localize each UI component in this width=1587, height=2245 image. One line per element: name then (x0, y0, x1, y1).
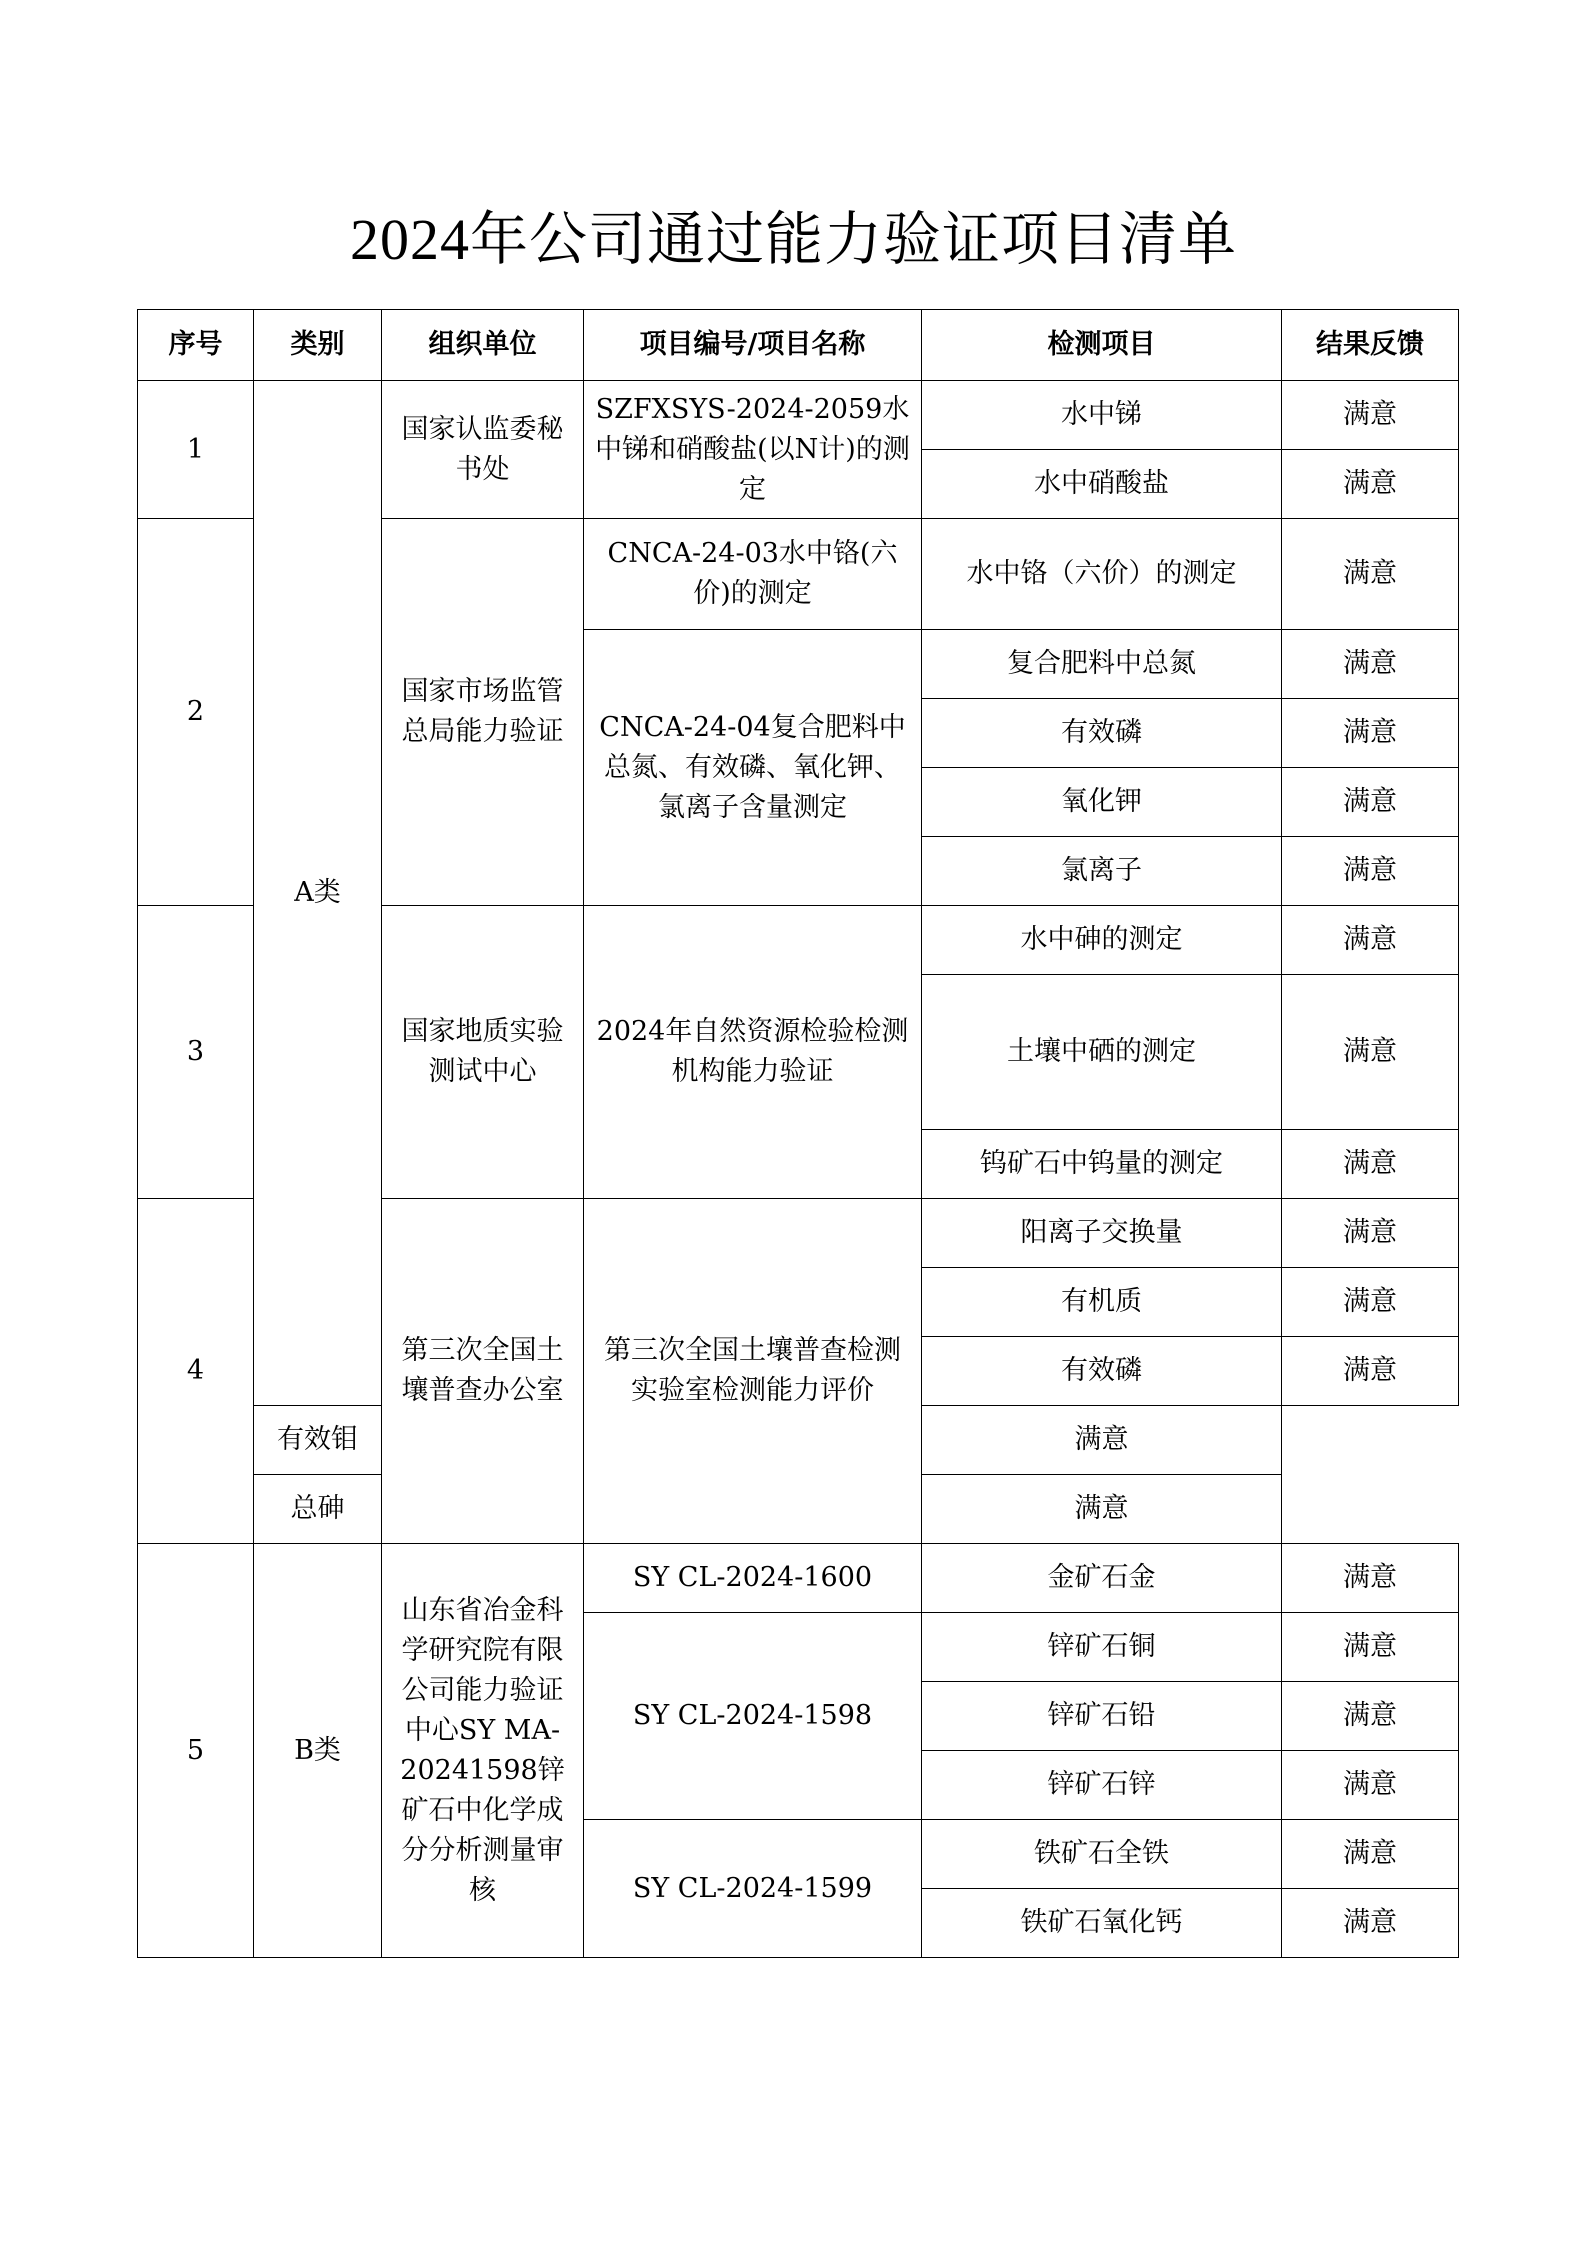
result-cell: 满意 (1282, 519, 1459, 630)
seq-cell: 3 (138, 906, 254, 1199)
table-row (138, 381, 1459, 450)
seq-cell: 5 (138, 1544, 254, 1958)
result-cell: 满意 (1282, 1544, 1459, 1613)
test-item-cell: 钨矿石中钨量的测定 (922, 1130, 1282, 1199)
test-item-cell: 水中锑 (922, 381, 1282, 450)
seq-cell: 1 (138, 381, 254, 519)
header-category: 类别 (254, 310, 382, 381)
header-seq: 序号 (138, 310, 254, 381)
project-cell: SY CL-2024-1600 (584, 1544, 922, 1613)
test-item-cell: 锌矿石铅 (922, 1682, 1282, 1751)
test-item-cell: 水中砷的测定 (922, 906, 1282, 975)
test-item-cell: 铁矿石氧化钙 (922, 1889, 1282, 1958)
test-item-cell: 有效磷 (922, 1337, 1282, 1406)
org-cell: 山东省冶金科学研究院有限公司能力验证中心SY MA-20241598锌矿石中化学成分分析测量审核 (382, 1544, 584, 1958)
project-cell: 第三次全国土壤普查检测实验室检测能力评价 (584, 1199, 922, 1544)
result-cell: 满意 (1282, 1889, 1459, 1958)
test-item-cell: 氧化钾 (922, 768, 1282, 837)
project-cell: 2024年自然资源检验检测机构能力验证 (584, 906, 922, 1199)
project-table (137, 309, 1459, 1958)
test-item-cell: 锌矿石铜 (922, 1613, 1282, 1682)
result-cell: 满意 (922, 1475, 1282, 1544)
header-org: 组织单位 (382, 310, 584, 381)
test-item-cell: 总砷 (254, 1475, 382, 1544)
test-item-cell: 复合肥料中总氮 (922, 630, 1282, 699)
test-item-cell: 水中铬（六价）的测定 (922, 519, 1282, 630)
result-cell: 满意 (1282, 1268, 1459, 1337)
seq-cell: 4 (138, 1199, 254, 1544)
result-cell: 满意 (1282, 906, 1459, 975)
project-cell: CNCA-24-04复合肥料中总氮、有效磷、氧化钾、氯离子含量测定 (584, 630, 922, 906)
category-cell: A类 (254, 381, 382, 1406)
result-cell: 满意 (922, 1406, 1282, 1475)
test-item-cell: 水中硝酸盐 (922, 450, 1282, 519)
project-cell: CNCA-24-03水中铬(六价)的测定 (584, 519, 922, 630)
table-row (138, 1544, 1459, 1613)
test-item-cell: 有效磷 (922, 699, 1282, 768)
result-cell: 满意 (1282, 699, 1459, 768)
header-result: 结果反馈 (1282, 310, 1459, 381)
project-cell: SZFXSYS-2024-2059水中锑和硝酸盐(以N计)的测定 (584, 381, 922, 519)
test-item-cell: 有效钼 (254, 1406, 382, 1475)
result-cell: 满意 (1282, 1751, 1459, 1820)
test-item-cell: 土壤中硒的测定 (922, 975, 1282, 1130)
result-cell: 满意 (1282, 1613, 1459, 1682)
project-cell: SY CL-2024-1599 (584, 1820, 922, 1958)
test-item-cell: 锌矿石锌 (922, 1751, 1282, 1820)
header-project: 项目编号/项目名称 (584, 310, 922, 381)
result-cell: 满意 (1282, 381, 1459, 450)
result-cell: 满意 (1282, 1199, 1459, 1268)
test-item-cell: 氯离子 (922, 837, 1282, 906)
org-cell: 第三次全国土壤普查办公室 (382, 1199, 584, 1544)
result-cell: 满意 (1282, 975, 1459, 1130)
result-cell: 满意 (1282, 630, 1459, 699)
test-item-cell: 金矿石金 (922, 1544, 1282, 1613)
result-cell: 满意 (1282, 837, 1459, 906)
test-item-cell: 铁矿石全铁 (922, 1820, 1282, 1889)
org-cell: 国家市场监管总局能力验证 (382, 519, 584, 906)
result-cell: 满意 (1282, 1682, 1459, 1751)
category-cell: B类 (254, 1544, 382, 1958)
header-row (138, 310, 1459, 381)
result-cell: 满意 (1282, 1337, 1459, 1406)
header-test-item: 检测项目 (922, 310, 1282, 381)
seq-cell: 2 (138, 519, 254, 906)
org-cell: 国家地质实验测试中心 (382, 906, 584, 1199)
result-cell: 满意 (1282, 450, 1459, 519)
org-cell: 国家认监委秘书处 (382, 381, 584, 519)
result-cell: 满意 (1282, 768, 1459, 837)
page-title: 2024年公司通过能力验证项目清单 (349, 207, 1237, 272)
project-cell: SY CL-2024-1598 (584, 1613, 922, 1820)
result-cell: 满意 (1282, 1820, 1459, 1889)
result-cell: 满意 (1282, 1130, 1459, 1199)
test-item-cell: 阳离子交换量 (922, 1199, 1282, 1268)
test-item-cell: 有机质 (922, 1268, 1282, 1337)
